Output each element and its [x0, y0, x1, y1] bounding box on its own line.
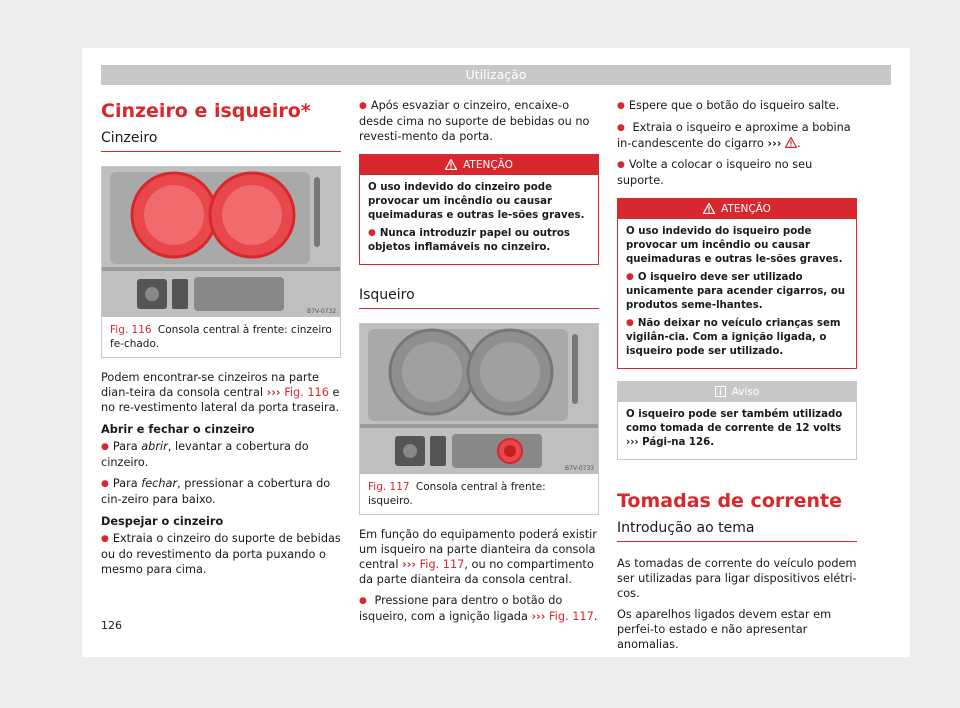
fig-117-link[interactable]	[402, 558, 464, 571]
figure-caption-text: Consola central à frente: cinzeiro fe-chado.	[110, 324, 332, 350]
tomadas-paragraph-2: Os aparelhos ligados devem estar em perfei-to estado e não apresentar anomalias.	[617, 608, 832, 651]
warning-body	[618, 219, 856, 368]
manual-page	[82, 48, 910, 657]
bullet-press-button: ● Pressione para dentro o botão do isqueiro, com a ignição ligada ››› Fig. 117.	[359, 593, 599, 624]
bullet-open	[101, 439, 341, 470]
note-box	[617, 381, 857, 460]
note-text: O isqueiro pode ser também utilizado como tomada de corrente de 12 volts ››› Pági-na 126.	[626, 409, 843, 448]
warning-box-ashtray	[359, 154, 599, 265]
warning-header	[618, 199, 856, 219]
warning-text: O uso indevido do isqueiro pode provocar um incêndio ou causar queimaduras e outras le-sões graves.	[626, 226, 843, 265]
extract-text: Extraia o isqueiro e aproxime a bobina in-candescente do cigarro	[617, 121, 851, 150]
figure-label: Fig. 116	[110, 324, 152, 336]
bullet-open-a: Para	[112, 440, 142, 453]
lighter-text-a: Em função do equipamento poderá existir um isqueiro na parte dianteira da consola central	[359, 528, 597, 571]
fig-117-ref: Fig. 117	[419, 558, 465, 571]
warning-bullet-2: ● Não deixar no veículo crianças sem vigilân-cia. Com a ignição ligada, o isqueiro pode ser utilizado.	[626, 316, 848, 359]
warning-title: ATENÇÃO	[463, 159, 513, 171]
section-header: Utilização	[101, 65, 891, 85]
figure-code: B7V-0732	[307, 308, 337, 315]
warning-icon	[703, 203, 715, 214]
bullet-wait: ● Espere que o botão do isqueiro salte.	[617, 98, 857, 114]
fig-117-link-2[interactable]	[531, 610, 593, 623]
warning-text: O uso indevido do cinzeiro pode provocar um incêndio ou causar queimaduras e outras le-sões graves.	[368, 182, 585, 221]
bullet-close	[101, 476, 341, 507]
figure-label: Fig. 117	[368, 481, 410, 493]
warning-icon	[445, 159, 457, 170]
figure-116	[101, 166, 341, 358]
fig-116-ref: Fig. 116	[284, 386, 329, 399]
note-text-a: O isqueiro pode ser também utilizado como tomada de corrente de 12 volts	[626, 409, 843, 434]
bullet-close-em: fechar	[141, 477, 178, 490]
bullet-close-b: , pressionar a cobertura do cin-zeiro para baixo.	[101, 477, 331, 506]
page-126-link[interactable]	[626, 437, 710, 448]
warning-body	[360, 175, 598, 264]
arrows-glyph: ›››	[266, 386, 281, 399]
bullet-extract-lighter: ● Extraia o isqueiro e aproxime a bobina in-candescente do cigarro ››› .	[617, 120, 857, 151]
warning-title: ATENÇÃO	[721, 203, 771, 215]
lighter-text-b: , ou no compartimento da parte dianteira da consola central.	[359, 558, 594, 586]
bullet-close-a: Para	[112, 477, 142, 490]
figure-caption	[102, 317, 340, 357]
page-ref: Pági-na 126	[642, 437, 711, 448]
bullet-extract: ● Extraia o cinzeiro do suporte de bebidas ou do revestimento da porta puxando o mesmo para cima.	[101, 531, 341, 577]
sub-heading-empty: Despejar o cinzeiro	[101, 515, 224, 528]
sub-heading-open-close: Abrir e fechar o cinzeiro	[101, 423, 255, 436]
subsection-title-isqueiro: Isqueiro	[359, 287, 599, 309]
warning-bullet: ● Nunca introduzir papel ou outros objetos inflamáveis no cinzeiro.	[368, 226, 590, 255]
fig-117-ref-2: Fig. 117	[549, 610, 594, 623]
figure-caption	[360, 474, 598, 514]
bullet-reinsert: ● Após esvaziar o cinzeiro, encaixe-o desde cima no suporte de bebidas ou no revesti-mento da porta.	[359, 98, 599, 144]
fig-116-link[interactable]	[267, 386, 329, 399]
arrows-glyph: ›››	[531, 610, 546, 623]
arrows-glyph: ›››	[402, 558, 417, 571]
figure-117	[359, 323, 599, 515]
page-number: 126	[101, 619, 122, 632]
subsection-title-cinzeiro: Cinzeiro	[101, 130, 341, 152]
column-3	[617, 98, 857, 658]
arrows-glyph: ›››	[767, 137, 782, 150]
bullet-return: ● Volte a colocar o isqueiro no seu suporte.	[617, 157, 857, 188]
column-1	[101, 92, 341, 583]
press-text: Pressione para dentro o botão do isqueiro, com a ignição ligada	[359, 594, 563, 623]
warning-header	[360, 155, 598, 175]
note-title: Aviso	[731, 386, 760, 398]
section-title-tomadas: Tomadas de corrente	[617, 490, 842, 512]
note-header	[618, 382, 856, 402]
warning-ref-icon[interactable]	[785, 137, 797, 148]
bullet-open-b: , levantar a cobertura do cinzeiro.	[101, 440, 309, 469]
section-title: Cinzeiro e isqueiro*	[101, 100, 311, 122]
ashtray-illustration	[102, 167, 340, 317]
lighter-paragraph	[359, 527, 599, 587]
figure-code: B7V-0733	[565, 465, 595, 472]
bullet-open-em: abrir	[141, 440, 168, 453]
arrows-glyph: ›››	[626, 437, 639, 448]
column-2	[359, 98, 599, 630]
intro-text-a: Podem encontrar-se cinzeiros na parte dian-teira da consola central	[101, 371, 319, 399]
warning-bullet-1: ● O isqueiro deve ser utilizado unicamente para acender cigarros, ou produtos seme-lhantes.	[626, 270, 848, 313]
info-icon	[715, 386, 726, 397]
intro-text-b: e no re-vestimento lateral da porta traseira.	[101, 386, 340, 414]
tomadas-paragraph-1: As tomadas de corrente do veículo podem ser utilizadas para ligar dispositivos elétri-cos.	[617, 557, 857, 600]
warning-box-lighter	[617, 198, 857, 369]
subsection-title-intro: Introdução ao tema	[617, 520, 857, 542]
lighter-illustration	[360, 324, 598, 474]
note-body	[618, 402, 856, 459]
figure-caption-text: Consola central à frente: isqueiro.	[368, 481, 546, 507]
intro-paragraph	[101, 370, 341, 415]
